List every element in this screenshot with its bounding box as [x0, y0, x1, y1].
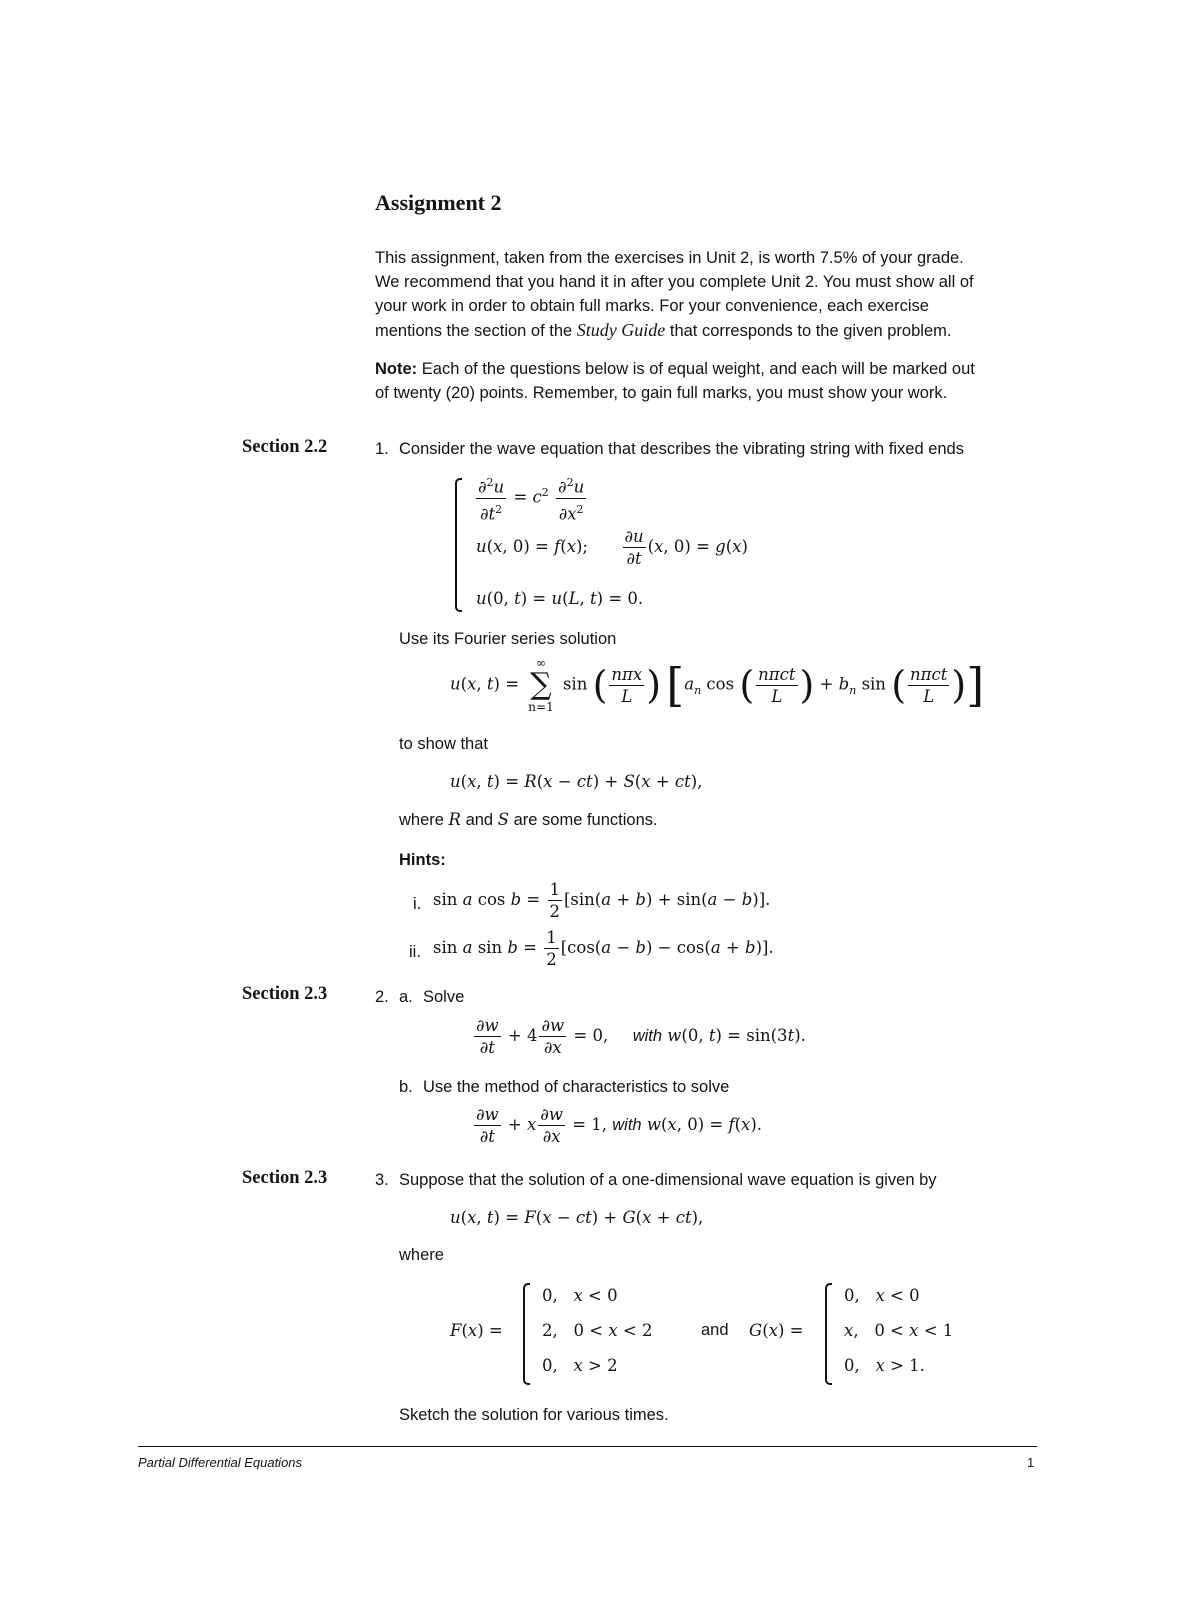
q3-sketch: Sketch the solution for various times.	[399, 1406, 669, 1424]
intro-line-4-post: that corresponds to the given problem.	[669, 322, 952, 340]
q3-f-case-3: 0, x > 2	[542, 1356, 618, 1375]
intro-line-1: This assignment, taken from the exercises in Unit 2, is worth 7.5% of your grade.	[375, 249, 964, 267]
q2-part-a-text: Solve	[423, 988, 465, 1006]
q3-g-lhs: G(x) =	[749, 1321, 804, 1340]
footer-rule	[138, 1446, 1037, 1447]
q1-symbol-s: S	[497, 810, 510, 829]
q2-part-a-label: a.	[399, 988, 413, 1006]
q1-where-rest: are some functions.	[513, 811, 658, 829]
section-label-q3: Section 2.3	[242, 1168, 328, 1188]
q2a-equation: $\frac{\partial w}{\partial t}$ + 4 $\frac{\partial w}{\partial x}$ = 0, with w(0, t) = sin(3t).	[476, 1016, 806, 1057]
q1-symbol-r: R	[448, 810, 461, 829]
q2-number: 2.	[375, 988, 389, 1006]
hint-ii-label: ii.	[409, 943, 421, 961]
page-title: Assignment 2	[375, 190, 502, 215]
intro-line-4	[375, 320, 951, 341]
q3-solution-formula: u(x, t) = F(x − ct) + G(x + ct),	[450, 1208, 704, 1227]
q1-where-word: where	[399, 811, 444, 829]
hint-i-formula: sin a cos b = $\frac{1}{2}$ [sin(a + b) + sin(a − b)].	[433, 880, 771, 921]
q3-g-brace	[825, 1283, 832, 1385]
q2-part-b-label: b.	[399, 1078, 413, 1096]
q1-target-formula: u(x, t) = R(x − ct) + S(x + ct),	[450, 772, 703, 791]
q1-pde: $\frac{\partial^2u}{\partial t^2}$ = $c^2$ $\frac{\partial^2u}{\partial x^2}$	[474, 472, 588, 524]
note-line-1	[375, 360, 975, 379]
q1-show-text: to show that	[399, 735, 488, 753]
q2b-equation: $\frac{\partial w}{\partial t}$ + x $\frac{\partial w}{\partial x}$ = 1, with w(x, 0) = f(x).	[476, 1105, 763, 1146]
intro-line-3: your work in order to obtain full marks. For your convenience, each exercise	[375, 297, 929, 315]
q3-g-case-3: 0, x > 1.	[844, 1356, 925, 1375]
note-line-2: of twenty (20) points. Remember, to gain full marks, you must show your work.	[375, 384, 948, 402]
hint-i-label: i.	[413, 895, 422, 913]
q1-hints-label: Hints:	[399, 851, 446, 869]
note-label: Note:	[375, 360, 418, 378]
q3-statement: Suppose that the solution of a one-dimensional wave equation is given by	[399, 1171, 937, 1189]
q3-g-case-1: 0, x < 0	[844, 1286, 920, 1305]
q3-f-case-2: 2, 0 < x < 2	[542, 1321, 653, 1340]
section-label-q2: Section 2.3	[242, 984, 328, 1004]
q1-boundary-conditions: u(0, t) = u(L, t) = 0.	[476, 589, 644, 608]
section-label-q1: Section 2.2	[242, 437, 328, 457]
q3-g-case-2: x, 0 < x < 1	[844, 1321, 954, 1340]
q1-initial-conditions: u(x, 0) = f(x); $\frac{\partial u}{\partial t}$ (x, 0) = g(x)	[476, 527, 748, 568]
q1-and-word: and	[465, 811, 494, 829]
footer-course-title: Partial Differential Equations	[138, 1455, 303, 1470]
intro-line-4-pre: mentions the section of the	[375, 322, 573, 340]
q2a-with-word: with	[632, 1027, 663, 1045]
q1-use-text: Use its Fourier series solution	[399, 630, 617, 648]
q3-f-case-1: 0, x < 0	[542, 1286, 618, 1305]
hint-ii-formula: sin a sin b = $\frac{1}{2}$ [cos(a − b) − cos(a + b)].	[433, 928, 774, 969]
q1-fourier-series: u(x, t) = ∞ ∑ n=1 sin ( $\frac{\text{nπx}}{L}$ ) [$a_n$ cos ( $\frac{\text{nπct}}{L}$ ) + $b_n$ sin ( $\frac{\text{nπct}}{L}$ )]	[450, 656, 985, 714]
study-guide-ref: Study Guide	[576, 320, 666, 340]
q2-part-b-text: Use the method of characteristics to solve	[423, 1078, 730, 1096]
q1-where-line	[399, 810, 658, 830]
footer-page-number: 1	[1027, 1455, 1035, 1470]
q2b-with-word: with	[612, 1116, 642, 1134]
q1-statement: Consider the wave equation that describes the vibrating string with fixed ends	[399, 440, 964, 458]
q3-where: where	[399, 1246, 444, 1264]
q3-and: and	[701, 1321, 729, 1339]
q1-system-brace	[455, 478, 462, 612]
intro-line-2: We recommend that you hand it in after you complete Unit 2. You must show all of	[375, 273, 974, 291]
q3-number: 3.	[375, 1171, 389, 1189]
q3-f-lhs: F(x) =	[450, 1321, 503, 1340]
q3-f-brace	[523, 1283, 530, 1385]
q1-number: 1.	[375, 440, 389, 458]
note-text-1: Each of the questions below is of equal weight, and each will be marked out	[421, 360, 975, 378]
